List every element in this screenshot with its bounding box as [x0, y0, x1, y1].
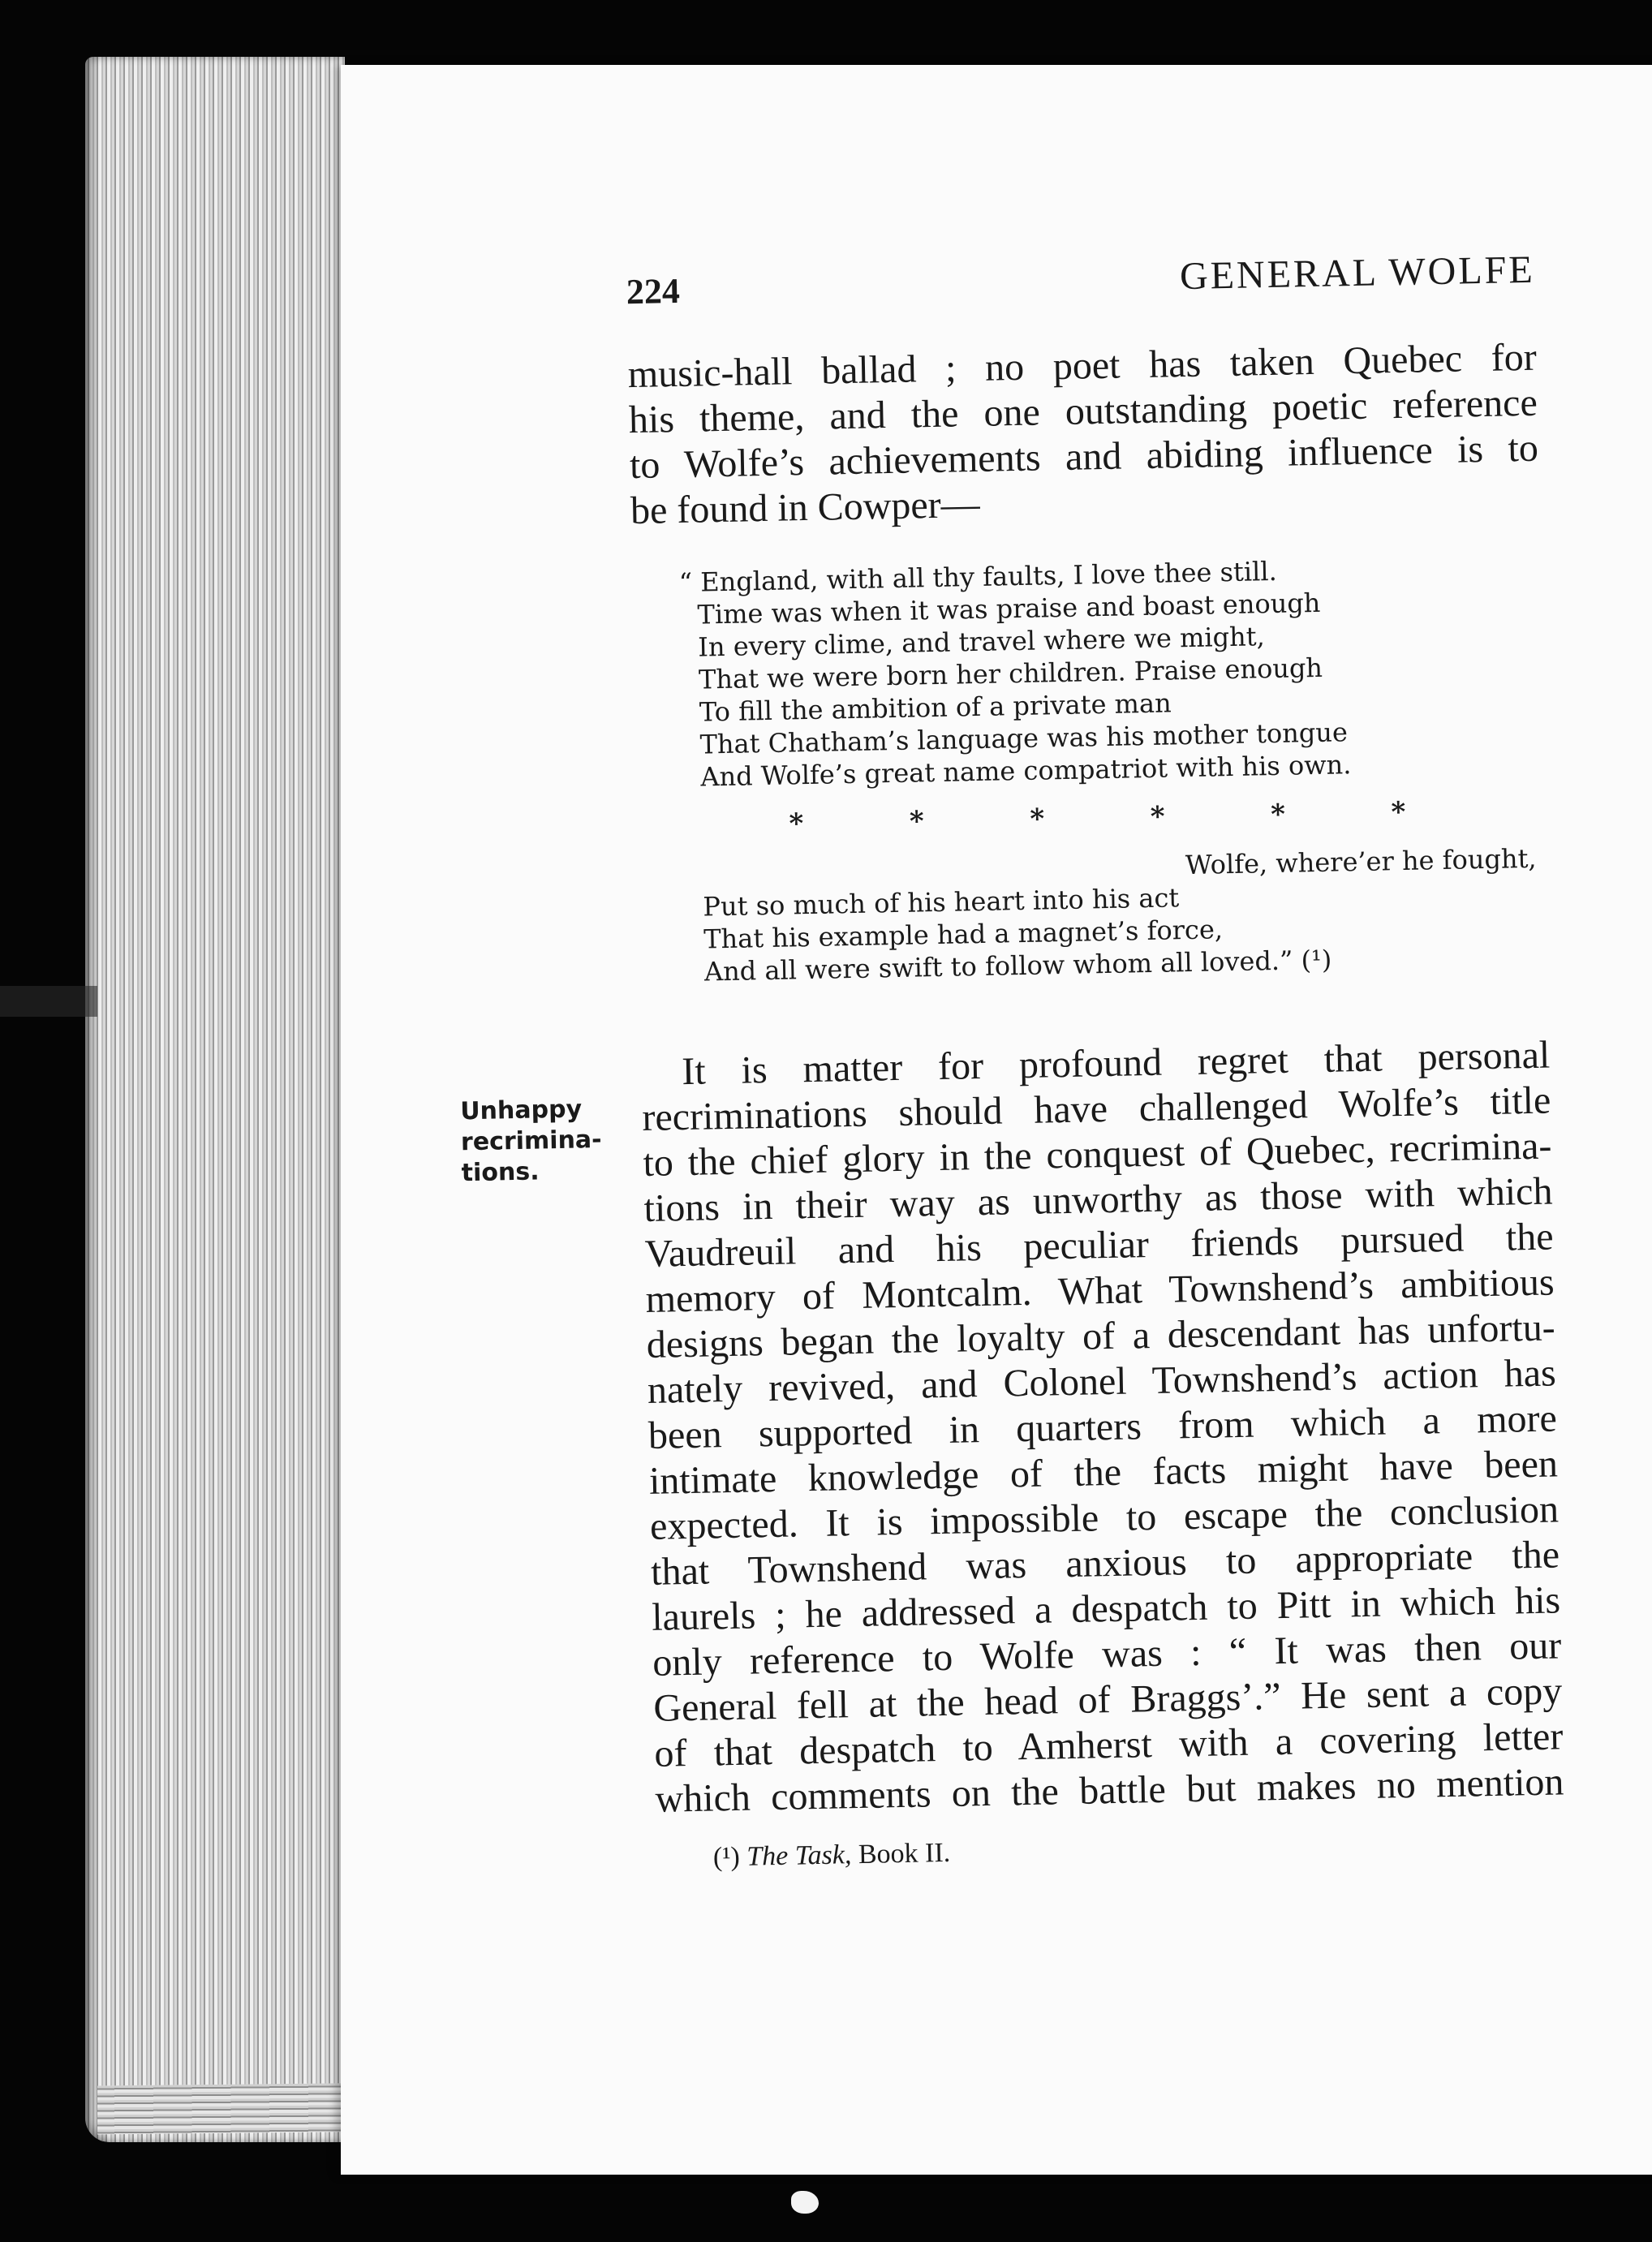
verse-line: Wolfe, where’er he fought, — [1185, 842, 1537, 881]
text-line: intimate knowledge of the facts might have been — [648, 1442, 1559, 1503]
verse-line: And all were swift to follow whom all loved.” (¹) — [703, 944, 1332, 988]
star: * — [1391, 795, 1406, 829]
text-line: been supported in quarters from which a more — [647, 1396, 1558, 1457]
verse-line: To fill the ambition of a private man — [699, 687, 1172, 728]
footnote-text: Book II. — [858, 1837, 951, 1870]
text-line: designs began the loyalty of a descendant has unfortu- — [646, 1306, 1556, 1366]
footnote-title: The Task, — [746, 1840, 852, 1872]
text-line: laurels ; he addressed a despatch to Pitt in which his — [651, 1578, 1561, 1639]
footnote-marker: (¹) — [712, 1841, 741, 1873]
verse-line: Time was when it was praise and boast enough — [697, 587, 1321, 630]
text-line: General fell at the head of Braggs’.” He sent a copy — [652, 1669, 1563, 1730]
verse-line: And Wolfe’s great name compatriot with his own. — [700, 749, 1352, 793]
sidenote-line: Unhappy — [459, 1095, 583, 1126]
text-line: tions in their way as unworthy as those with which — [643, 1169, 1553, 1230]
sidenote-line: recrimina- — [460, 1125, 602, 1157]
text-line: It is matter for profound regret that personal — [681, 1033, 1551, 1094]
text-line: music-hall ballad ; no poet has taken Quebec for — [627, 335, 1538, 397]
body-paragraph — [641, 1033, 1564, 1822]
star: * — [1150, 800, 1165, 833]
sidenote-line: tions. — [461, 1157, 540, 1188]
verse-line: In every clime, and travel where we might, — [697, 621, 1266, 663]
verse-line: Put so much of his heart into his act — [703, 882, 1180, 923]
running-head — [626, 247, 1535, 313]
star: * — [789, 807, 804, 841]
verse-line: That Chatham’s language was his mother tongue — [699, 716, 1349, 760]
intro-paragraph — [627, 335, 1539, 534]
text-line: of that despatch to Amherst with a covering letter — [653, 1715, 1564, 1775]
verse-line: That we were born her children. Praise enough — [698, 652, 1323, 695]
footnote — [713, 1838, 951, 1874]
text-line: his theme, and the one outstanding poetic reference — [628, 381, 1538, 442]
margin-sidenote — [460, 1093, 624, 1189]
text-line: Vaudreuil and his peculiar friends pursued the — [644, 1215, 1554, 1276]
text-line: that Townshend was anxious to appropriate the — [650, 1533, 1560, 1594]
verse-quotation — [678, 550, 1537, 988]
page-number: 224 — [626, 270, 681, 312]
star: * — [909, 805, 925, 838]
running-title: GENERAL WOLFE — [1179, 247, 1536, 299]
ellipsis-stars — [789, 796, 1406, 841]
verse-line: “ England, with all thy faults, I love thee still. — [678, 555, 1278, 599]
text-line: to Wolfe’s achievements and abiding influence is to — [629, 426, 1539, 488]
text-line: be found in Cowper— — [630, 482, 981, 533]
text-line: nately revived, and Colonel Townshend’s action has — [647, 1351, 1557, 1412]
text-line: which comments on the battle but makes no mention — [655, 1760, 1564, 1821]
verse-line: That his example had a magnet’s force, — [703, 914, 1224, 955]
text-line: only reference to Wolfe was : “ It was then our — [652, 1624, 1562, 1685]
star: * — [1270, 798, 1286, 832]
star: * — [1029, 803, 1045, 836]
text-line: recriminations should have challenged Wolfe’s title — [641, 1078, 1551, 1140]
text-line: expected. It is impossible to escape the conclusion — [649, 1487, 1560, 1548]
text-line: to the chief glory in the conquest of Quebec, recrimina- — [643, 1124, 1552, 1186]
verse-continuation — [684, 842, 1538, 988]
text-line: memory of Montcalm. What Townshend’s ambitious — [645, 1260, 1555, 1321]
